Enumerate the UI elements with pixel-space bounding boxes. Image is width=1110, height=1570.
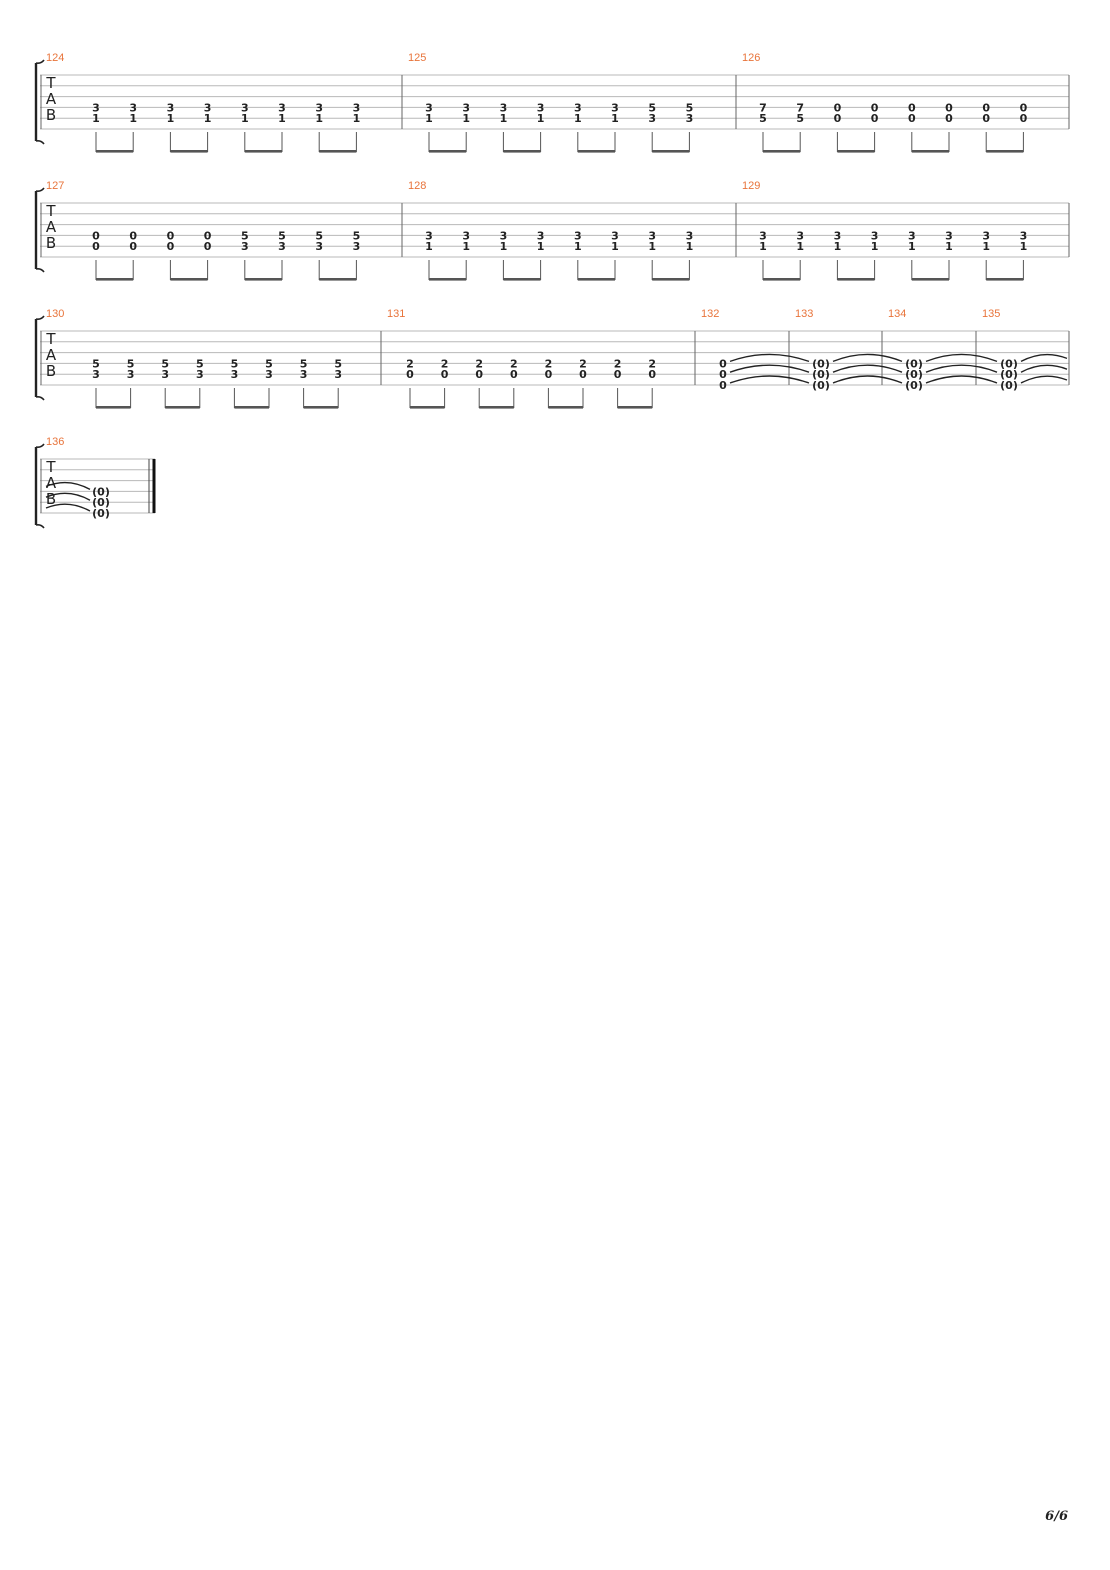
beam <box>245 278 282 281</box>
fret-number: 1 <box>166 112 175 126</box>
fret-number: 1 <box>945 240 953 254</box>
fret-number: 5 <box>685 101 694 115</box>
tab-letter-t: T <box>46 458 56 476</box>
fret-number: 2 <box>509 357 518 371</box>
beam <box>548 406 583 409</box>
fret-number: 0 <box>440 368 449 382</box>
beam <box>986 150 1023 153</box>
fret-number: 0 <box>203 229 212 243</box>
fret-number: (0) <box>812 379 830 392</box>
fret-number: (0) <box>905 357 923 371</box>
tab-letter-b: B <box>45 106 57 124</box>
fret-number: 0 <box>870 101 879 115</box>
fret-number: (0) <box>905 379 923 392</box>
fret-number: 3 <box>907 229 916 243</box>
fret-number: 3 <box>126 368 135 382</box>
beam <box>763 278 800 281</box>
tie-arc <box>1021 355 1067 362</box>
beam <box>429 150 466 153</box>
beam <box>912 150 949 153</box>
bracket-bottom-hook <box>36 525 44 528</box>
fret-number: (0) <box>812 368 830 382</box>
fret-number: 3 <box>299 368 308 382</box>
fret-number: 7 <box>759 101 767 115</box>
beam <box>837 278 874 281</box>
tab-letter-a: A <box>45 474 57 492</box>
fret-number: 3 <box>161 368 170 382</box>
fret-number: (0) <box>1000 368 1018 382</box>
fret-number: (0) <box>92 507 110 520</box>
measure-number: 128 <box>408 180 427 192</box>
fret-number: 1 <box>796 240 805 254</box>
fret-number: 3 <box>648 229 657 243</box>
fret-number: 1 <box>129 112 138 126</box>
fret-number: (0) <box>92 496 110 510</box>
fret-number: 3 <box>352 101 361 115</box>
fret-number: 5 <box>230 357 239 371</box>
beam <box>429 278 466 281</box>
beam <box>479 406 514 409</box>
fret-number: 3 <box>278 240 286 254</box>
fret-number: 1 <box>315 112 324 126</box>
fret-number: 1 <box>92 112 100 126</box>
fret-number: 0 <box>203 240 212 254</box>
fret-number: 3 <box>203 101 212 115</box>
tie-arc <box>833 354 902 361</box>
fret-number: 2 <box>406 357 414 371</box>
fret-number: 5 <box>126 357 135 371</box>
fret-number: 1 <box>425 240 433 254</box>
fret-number: 2 <box>475 357 484 371</box>
bracket-top-hook <box>36 188 44 191</box>
fret-number: 0 <box>579 368 587 382</box>
fret-number: 2 <box>648 357 657 371</box>
beam <box>170 150 207 153</box>
fret-number: 2 <box>613 357 622 371</box>
fret-number: 5 <box>92 357 100 371</box>
beam <box>96 278 133 281</box>
measure-number: 136 <box>46 436 65 448</box>
fret-number: 0 <box>982 101 991 115</box>
fret-number: 0 <box>648 368 657 382</box>
beam <box>912 278 949 281</box>
measure-number: 135 <box>982 308 1001 320</box>
page-number: 6/6 <box>1045 1509 1068 1524</box>
fret-number: 0 <box>92 229 100 243</box>
fret-number: 1 <box>907 240 916 254</box>
tie-arc <box>833 365 902 372</box>
tie-arc <box>1021 365 1067 372</box>
fret-number: 3 <box>166 101 175 115</box>
fret-number: 0 <box>945 101 953 115</box>
fret-number: 0 <box>907 101 916 115</box>
measure-number: 130 <box>46 308 65 320</box>
beam <box>652 278 689 281</box>
measure-number: 131 <box>387 308 406 320</box>
fret-number: 3 <box>265 368 273 382</box>
fret-number: 3 <box>315 101 324 115</box>
fret-number: 3 <box>1019 229 1028 243</box>
fret-number: 3 <box>573 229 582 243</box>
fret-number: 1 <box>462 112 471 126</box>
tab-letter-a: A <box>45 218 57 236</box>
fret-number: 0 <box>719 379 727 392</box>
tie-arc <box>730 354 809 361</box>
fret-number: 3 <box>195 368 204 382</box>
fret-number: 0 <box>92 240 100 254</box>
tab-letter-t: T <box>46 202 56 220</box>
beam <box>578 150 615 153</box>
beam <box>96 406 131 409</box>
beam <box>319 278 356 281</box>
fret-number: 0 <box>719 368 727 382</box>
fret-number: 3 <box>462 229 471 243</box>
fret-number: 1 <box>499 112 508 126</box>
measure-number: 132 <box>701 308 720 320</box>
fret-number: 0 <box>406 368 414 382</box>
measure-number: 125 <box>408 52 427 64</box>
beam <box>837 150 874 153</box>
tie-arc <box>730 376 809 383</box>
fret-number: (0) <box>92 485 110 499</box>
fret-number: 1 <box>611 240 619 254</box>
fret-number: 3 <box>945 229 953 243</box>
tab-letter-b: B <box>45 234 57 252</box>
fret-number: 3 <box>462 101 471 115</box>
tie-arc <box>1021 376 1067 383</box>
fret-number: 3 <box>92 368 100 382</box>
beam <box>170 278 207 281</box>
bracket-bottom-hook <box>36 397 44 400</box>
fret-number: 0 <box>1019 101 1028 115</box>
fret-number: 0 <box>613 368 622 382</box>
fret-number: 3 <box>573 101 582 115</box>
fret-number: 1 <box>425 112 433 126</box>
fret-number: 3 <box>685 112 694 126</box>
fret-number: 1 <box>462 240 471 254</box>
fret-number: 3 <box>982 229 991 243</box>
fret-number: 3 <box>611 101 619 115</box>
fret-number: 1 <box>278 112 286 126</box>
fret-number: 3 <box>499 101 508 115</box>
fret-number: 3 <box>425 229 433 243</box>
beam <box>234 406 269 409</box>
tie-arc <box>833 376 902 383</box>
bracket-top-hook <box>36 60 44 63</box>
fret-number: 5 <box>648 101 657 115</box>
fret-number: 3 <box>92 101 100 115</box>
measure-number: 133 <box>795 308 814 320</box>
fret-number: 3 <box>685 229 694 243</box>
fret-number: 0 <box>907 112 916 126</box>
fret-number: 3 <box>870 229 879 243</box>
beam <box>304 406 339 409</box>
fret-number: 5 <box>352 229 361 243</box>
fret-number: 0 <box>166 240 175 254</box>
measure-number: 129 <box>742 180 761 192</box>
fret-number: 2 <box>440 357 449 371</box>
fret-number: 3 <box>499 229 508 243</box>
fret-number: 5 <box>265 357 273 371</box>
fret-number: 3 <box>240 240 249 254</box>
fret-number: 1 <box>833 240 842 254</box>
fret-number: 3 <box>536 101 545 115</box>
beam <box>503 278 540 281</box>
fret-number: 3 <box>334 368 343 382</box>
tab-letter-b: B <box>45 362 57 380</box>
fret-number: 3 <box>230 368 239 382</box>
fret-number: 0 <box>509 368 518 382</box>
fret-number: 0 <box>1019 112 1028 126</box>
fret-number: 3 <box>796 229 805 243</box>
fret-number: 0 <box>982 112 991 126</box>
fret-number: 0 <box>719 357 727 371</box>
fret-number: 1 <box>536 240 545 254</box>
tab-letter-a: A <box>45 346 57 364</box>
bracket-top-hook <box>36 316 44 319</box>
tab-letter-b: B <box>45 490 57 508</box>
measure-number: 124 <box>46 52 65 64</box>
fret-number: 5 <box>299 357 308 371</box>
beam <box>503 150 540 153</box>
fret-number: 5 <box>240 229 249 243</box>
fret-number: 0 <box>475 368 484 382</box>
fret-number: 3 <box>759 229 767 243</box>
tab-letter-t: T <box>46 330 56 348</box>
fret-number: 2 <box>544 357 553 371</box>
fret-number: 1 <box>536 112 545 126</box>
fret-number: 0 <box>945 112 953 126</box>
beam <box>410 406 445 409</box>
fret-number: 1 <box>573 240 582 254</box>
fret-number: 5 <box>759 112 767 126</box>
measure-number: 127 <box>46 180 65 192</box>
fret-number: 1 <box>352 112 361 126</box>
fret-number: 5 <box>796 112 805 126</box>
beam <box>165 406 200 409</box>
fret-number: 3 <box>278 101 286 115</box>
beam <box>319 150 356 153</box>
fret-number: 3 <box>240 101 249 115</box>
tie-arc <box>926 354 997 361</box>
fret-number: 1 <box>611 112 619 126</box>
bracket-top-hook <box>36 444 44 447</box>
fret-number: 0 <box>129 240 138 254</box>
fret-number: 5 <box>161 357 170 371</box>
fret-number: 3 <box>315 240 324 254</box>
fret-number: 5 <box>334 357 343 371</box>
fret-number: 3 <box>352 240 361 254</box>
fret-number: 1 <box>240 112 249 126</box>
fret-number: 5 <box>195 357 204 371</box>
fret-number: 1 <box>870 240 879 254</box>
fret-number: 3 <box>833 229 842 243</box>
beam <box>763 150 800 153</box>
fret-number: (0) <box>812 357 830 371</box>
fret-number: 1 <box>982 240 991 254</box>
fret-number: 1 <box>203 112 212 126</box>
beam <box>245 150 282 153</box>
beam <box>96 150 133 153</box>
fret-number: (0) <box>905 368 923 382</box>
fret-number: 3 <box>648 112 657 126</box>
beam <box>986 278 1023 281</box>
fret-number: 0 <box>544 368 553 382</box>
fret-number: 1 <box>685 240 694 254</box>
bracket-bottom-hook <box>36 141 44 144</box>
fret-number: 5 <box>315 229 324 243</box>
fret-number: 0 <box>833 101 842 115</box>
fret-number: 1 <box>499 240 508 254</box>
fret-number: (0) <box>1000 379 1018 392</box>
bracket-bottom-hook <box>36 269 44 272</box>
fret-number: 2 <box>579 357 587 371</box>
tie-arc <box>926 376 997 383</box>
measure-number: 134 <box>888 308 907 320</box>
fret-number: 0 <box>870 112 879 126</box>
fret-number: 0 <box>833 112 842 126</box>
beam <box>578 278 615 281</box>
fret-number: 3 <box>129 101 138 115</box>
fret-number: (0) <box>1000 357 1018 371</box>
fret-number: 7 <box>796 101 805 115</box>
fret-number: 0 <box>166 229 175 243</box>
fret-number: 3 <box>611 229 619 243</box>
beam <box>652 150 689 153</box>
fret-number: 3 <box>536 229 545 243</box>
measure-number: 126 <box>742 52 761 64</box>
fret-number: 5 <box>278 229 286 243</box>
tab-letter-t: T <box>46 74 56 92</box>
tab-letter-a: A <box>45 90 57 108</box>
fret-number: 3 <box>425 101 433 115</box>
fret-number: 1 <box>759 240 767 254</box>
fret-number: 1 <box>1019 240 1028 254</box>
beam <box>618 406 653 409</box>
tie-arc <box>926 365 997 372</box>
fret-number: 0 <box>129 229 138 243</box>
tie-arc <box>730 365 809 372</box>
fret-number: 1 <box>573 112 582 126</box>
fret-number: 1 <box>648 240 657 254</box>
